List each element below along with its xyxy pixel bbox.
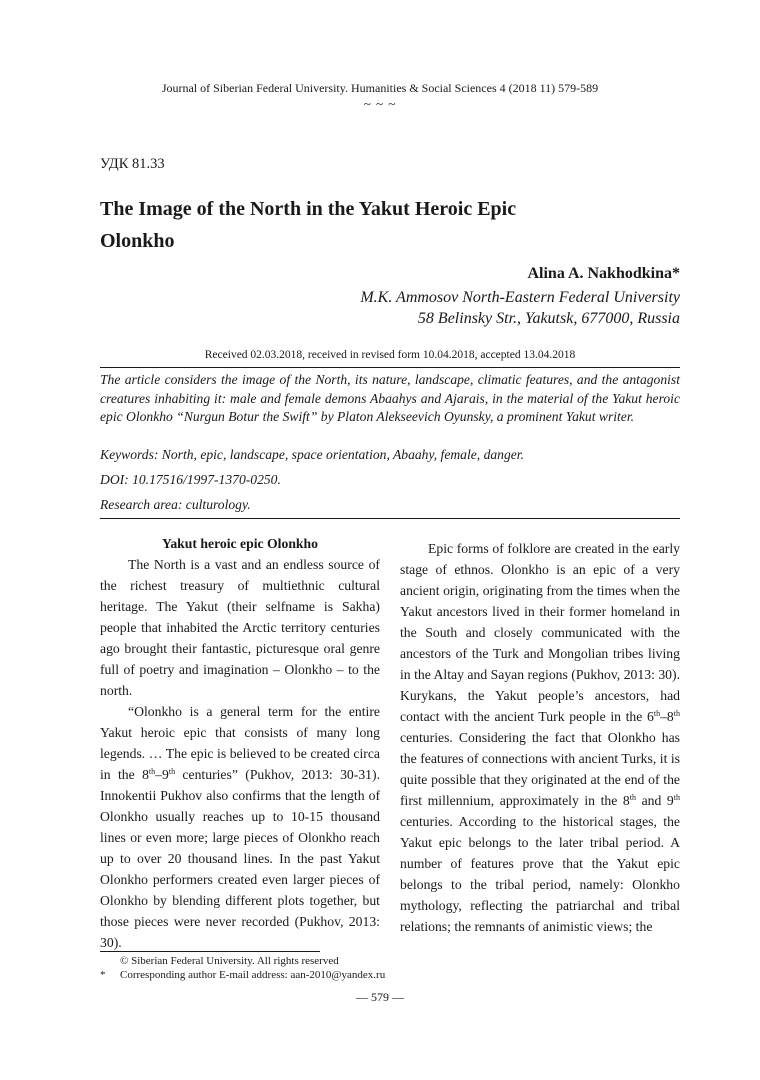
footnote-rule bbox=[100, 951, 320, 952]
abstract: The article considers the image of the North, its nature, landscape, climatic features, and the antagonist creatures inhabiting it: male and female demons Abaahys and Ajarais, in the material of the Yakut heroic epic Olonkho “Nurgun Botur the Swift” by Platon Alekseevich Oyunsky, a prominent Yakut writer. bbox=[100, 372, 680, 424]
abstract-bottom-rule bbox=[100, 518, 680, 519]
title-line-2: Olonkho bbox=[100, 230, 175, 252]
left-paragraph-1: The North is a vast and an endless source of the richest treasury of multiethnic cultural heritage. The Yakut (their selfname is Sakha) people that inhabited the Arctic territory centuries ago brought their fantastic, picturesque oral genre full of poetry and imagination – Olonkho – to the north. bbox=[100, 557, 380, 698]
right-paragraph-1: Epic forms of folklore are created in the early stage of ethnos. Olonkho is an epic of a very ancient origin, originating from the times when the Yakut ancestors lived in their former homeland in the South and closely communicated with the ancestors of the Turk and Mongolian tribes living in the Altay and Sayan regions (Pukhov, 2013: 30). Kurykans, the Yakut people’s ancestors, had contact with the ancient Turk people in the 6th–8th centuries. Considering the fact that Olonkho has the features of connections with ancient Turks, it is quite possible that they originated at the end of the first millennium, approximately in the 8th and 9th centuries. According to the historical stages, the Yakut epic belongs to the later tribal period. A number of features prove that the Yakut epic belongs to the tribal period, namely: Olonkho mythology, reflecting the patriarchal and tribal relations; the remnants of animistic views; the bbox=[400, 541, 681, 934]
section-heading: Yakut heroic epic Olonkho bbox=[161, 536, 319, 551]
abstract-top-rule bbox=[100, 367, 680, 368]
article-title bbox=[100, 193, 570, 257]
received-dates: Received 02.03.2018, received in revised form 10.04.2018, accepted 13.04.2018 bbox=[204, 349, 576, 361]
author-name: Alina A. Nakhodkina* bbox=[527, 265, 680, 282]
research-area: Research area: culturology. bbox=[100, 497, 251, 512]
affiliation-line-1: M.K. Ammosov North-Eastern Federal University bbox=[360, 289, 680, 306]
author-affiliation bbox=[360, 287, 680, 329]
journal-header: Journal of Siberian Federal University. Humanities & Social Sciences 4 (2018 11) 579-589 bbox=[161, 81, 599, 95]
header-ornament: ~ ~ ~ bbox=[363, 96, 397, 111]
keywords: Keywords: North, epic, landscape, space orientation, Abaahy, female, danger. bbox=[100, 447, 524, 462]
left-column bbox=[100, 534, 380, 953]
page-number: — 579 — bbox=[356, 990, 404, 1004]
affiliation-line-2: 58 Belinsky Str., Yakutsk, 677000, Russia bbox=[417, 310, 680, 327]
left-paragraph-2: “Olonkho is a general term for the entire Yakut heroic epic that consists of many long legends. … The epic is believed to be created circa in the 8th–9th centuries” (Pukhov, 2013: 30-31). Innokentii Pukhov also confirms that the length of Olonkho usually reaches up to 10-15 thousand lines or even more; large pieces of Olonkho reach up to over 20 thousand lines. In the past Yakut Olonkho performers created even larger pieces of Olonkho by blending different plots together, but those pieces were never recorded (Pukhov, 2013: 30). bbox=[100, 704, 380, 950]
footnote-copyright: © Siberian Federal University. All rights reserved bbox=[120, 955, 339, 967]
right-column bbox=[400, 538, 680, 937]
doi: DOI: 10.17516/1997-1370-0250. bbox=[100, 472, 281, 487]
udk-code: УДК 81.33 bbox=[100, 156, 165, 172]
asterisk-mark: * bbox=[100, 969, 106, 981]
footnote-corresponding: * Corresponding author E-mail address: aan-2010@yandex.ru bbox=[100, 969, 386, 981]
title-line-1: The Image of the North in the Yakut Heroic Epic bbox=[100, 198, 517, 220]
